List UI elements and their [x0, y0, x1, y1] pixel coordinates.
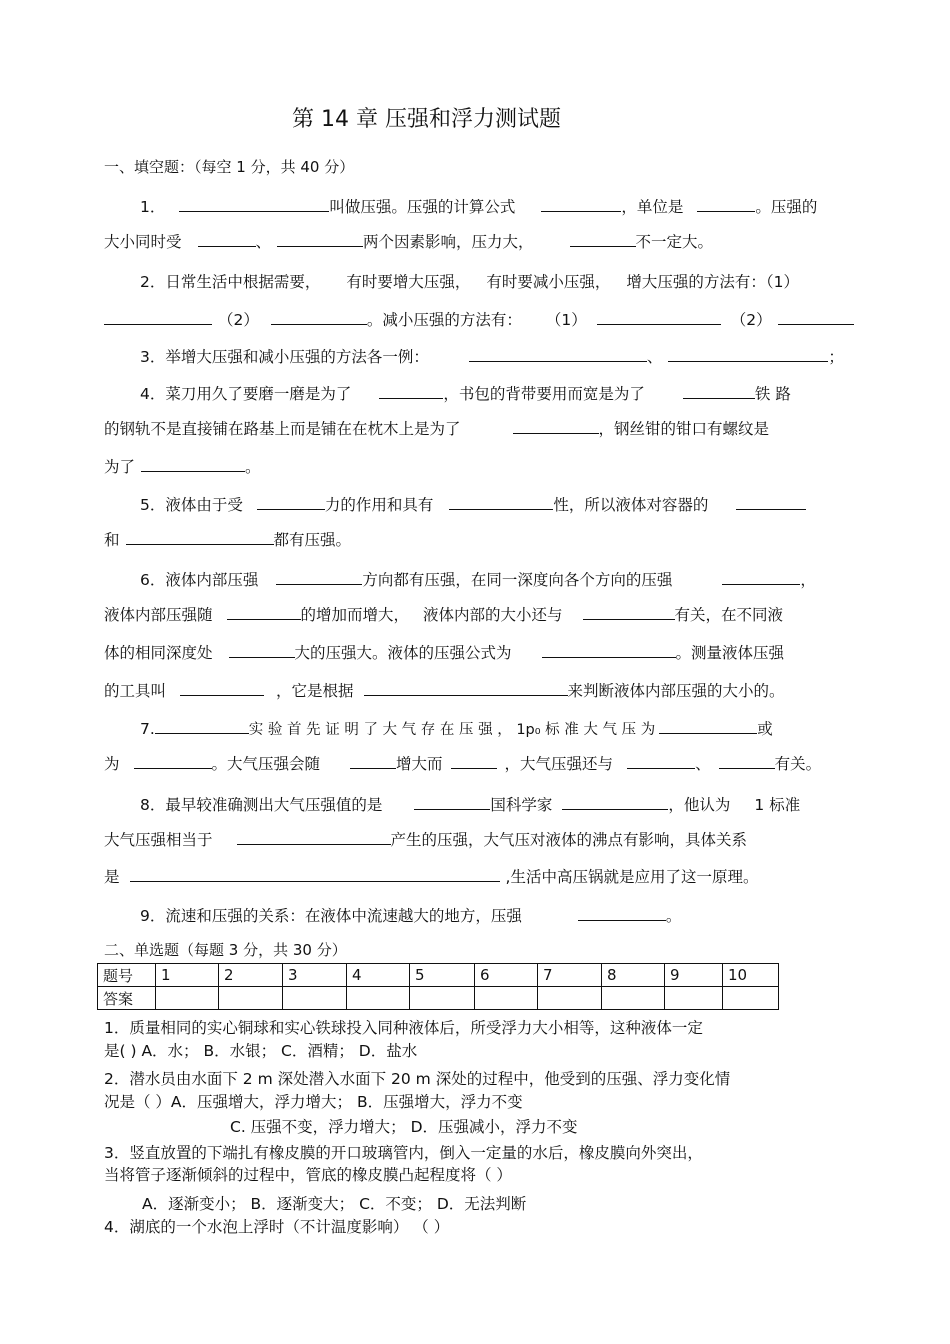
q6-text: 6．液体内部压强 [140, 571, 259, 589]
q5-text: 5．液体由于受 [140, 496, 243, 514]
q4-line1 [140, 383, 791, 404]
q2-line1 [140, 272, 799, 292]
answer-table [97, 963, 779, 1010]
q4-text: 4．菜刀用久了要磨一磨是为了 [140, 385, 352, 403]
q7-text: 为 [104, 755, 120, 773]
q1-text: 叫做压强。压强的计算公式 [329, 198, 516, 216]
q7-text: 增大而 [396, 755, 443, 773]
answer-blank[interactable] [414, 794, 490, 810]
table-row [98, 964, 779, 987]
q2-text: 2．日常生活中根据需要， [140, 273, 321, 291]
answer-blank[interactable] [271, 309, 367, 325]
q7-text: 、 [695, 755, 711, 773]
q1-text: 两个因素影响，压力大， [363, 233, 534, 251]
answer-blank[interactable] [180, 680, 264, 696]
q4-text: 铁 路 [754, 385, 791, 403]
q6-text: 方向都有压强，在同一深度向各个方向的压强 [362, 571, 673, 589]
answer-blank[interactable] [583, 604, 675, 620]
q3-text: 3．举增大压强和减小压强的方法各一例： [140, 348, 429, 366]
q2-text: （2） [218, 311, 259, 329]
q2-text: 增大压强的方法有：（1） [626, 273, 800, 291]
answer-cell[interactable] [410, 987, 475, 1010]
answer-blank[interactable] [683, 383, 755, 399]
q2-line2 [104, 309, 854, 330]
q9-text: 。 [665, 907, 682, 925]
q2-text: （2） [730, 311, 772, 329]
answer-blank[interactable] [451, 753, 497, 769]
q7-text: 7. [140, 720, 155, 738]
answer-blank[interactable] [227, 604, 301, 620]
q6-line1 [140, 569, 816, 590]
answer-blank[interactable] [570, 231, 636, 247]
q6-text: 。测量液体压强 [675, 644, 785, 662]
q2-text: 有时要增大压强， [346, 273, 471, 291]
q8-text: 是 [104, 868, 120, 886]
answer-cell[interactable] [665, 987, 723, 1010]
q1-text: ，单位是 [621, 198, 684, 216]
q5-line2 [104, 529, 351, 550]
answer-cell[interactable] [723, 987, 779, 1010]
answer-blank[interactable] [578, 905, 666, 921]
q9-text: 9．流速和压强的关系：在液体中流速越大的地方，压强 [140, 907, 522, 925]
q8-text: ,生活中高压锅就是应用了这一原理。 [505, 868, 759, 886]
mcq3-line1: 3．竖直放置的下端扎有橡皮膜的开口玻璃管内，倒入一定量的水后，橡皮膜向外突出， [104, 1144, 703, 1162]
q4-text: 。 [245, 458, 261, 476]
q7-line1 [140, 718, 773, 740]
page-title: 第 14 章 压强和浮力测试题 [292, 107, 561, 132]
answer-cell[interactable] [283, 987, 347, 1010]
q4-text: ，钢丝钳的钳口有螺纹是 [598, 420, 770, 438]
q2-text: 。减小压强的方法有： [366, 311, 522, 329]
q8-text: 8．最早较准确测出大气压强值的是 [140, 796, 383, 814]
q5-text: 都有压强。 [273, 531, 352, 549]
table-row [98, 987, 779, 1010]
answer-blank[interactable] [277, 231, 363, 247]
q3-line1 [140, 346, 844, 367]
q6-text: 液体内部压强随 [104, 606, 213, 624]
q8-line1 [140, 794, 800, 815]
q5-text: 性，所以液体对容器的 [553, 496, 709, 514]
q1-text: 。压强的 [755, 198, 818, 216]
table-cell: 2 [219, 964, 283, 987]
table-row-label: 题号 [98, 964, 156, 987]
q6-text: 大的压强大。液体的压强公式为 [294, 644, 512, 662]
table-cell: 1 [156, 964, 219, 987]
q6-text: 来判断液体内部压强的大小的。 [567, 682, 785, 700]
q2-text: 有时要减小压强， [486, 273, 611, 291]
section2-heading: 二、单选题（每题 3 分，共 30 分） [104, 941, 347, 959]
q8-text: 大气压强相当于 [104, 831, 213, 849]
mcq2-line2: 况是（ ）A．压强增大，浮力增大； B．压强增大，浮力不变 [104, 1093, 523, 1111]
answer-blank[interactable] [276, 569, 362, 585]
q7-text: 。大气压强会随 [211, 755, 321, 773]
q7-text: ，大气压强还与 [504, 755, 614, 773]
answer-blank[interactable] [379, 383, 443, 399]
q5-text: 力的作用和具有 [324, 496, 434, 514]
q4-line3 [104, 456, 261, 477]
table-cell: 7 [538, 964, 602, 987]
answer-blank[interactable] [141, 456, 245, 472]
answer-blank[interactable] [229, 642, 295, 658]
q8-text: ，他认为 [668, 796, 731, 814]
q1-line2 [104, 231, 713, 252]
answer-cell[interactable] [538, 987, 602, 1010]
q6-text: 有关，在不同液 [674, 606, 784, 624]
answer-blank[interactable] [597, 309, 721, 325]
q7-text: 有关。 [774, 755, 822, 773]
answer-blank[interactable] [179, 196, 329, 212]
mcq3-line3: A．逐渐变小； B．逐渐变大； C．不变； D．无法判断 [142, 1195, 527, 1213]
answer-blank[interactable] [350, 753, 396, 769]
q6-text: ， [800, 571, 816, 589]
q6-text: ，它是根据 [276, 682, 354, 700]
q4-text: ，书包的背带要用而宽是为了 [443, 385, 645, 403]
q4-text: 的钢轨不是直接铺在路基上而是铺在在枕木上是为了 [104, 420, 461, 438]
answer-blank[interactable] [449, 494, 553, 510]
table-cell: 4 [347, 964, 410, 987]
table-cell: 6 [475, 964, 538, 987]
mcq1-line2: 是( ) A．水； B．水银； C．酒精； D．盐水 [104, 1042, 418, 1060]
q6-text: 体的相同深度处 [104, 644, 213, 662]
answer-blank[interactable] [513, 418, 599, 434]
q8-line3 [104, 866, 758, 887]
answer-blank[interactable] [364, 680, 568, 696]
answer-blank[interactable] [130, 866, 500, 882]
q8-text: 1 标准 [754, 796, 801, 814]
answer-blank[interactable] [562, 794, 668, 810]
answer-blank[interactable] [778, 309, 854, 325]
q5-line1 [140, 494, 806, 515]
q6-text: 的工具叫 [104, 682, 167, 700]
q2-text: （1） [545, 311, 587, 329]
answer-blank[interactable] [736, 494, 806, 510]
answer-blank[interactable] [257, 494, 325, 510]
mcq1-line1: 1．质量相同的实心铜球和实心铁球投入同种液体后，所受浮力大小相等，这种液体一定 [104, 1019, 703, 1037]
q7-text: 实 验 首 先 证 明 了 大 气 存 在 压 强 ， 1p₀ 标 准 大 气 压 为 [248, 722, 656, 738]
q8-text: 产生的压强，大气压对液体的沸点有影响，具体关系 [390, 831, 748, 849]
q1-text: 大小同时受 [104, 233, 182, 251]
q4-line2 [104, 418, 769, 439]
q8-line2 [104, 829, 747, 850]
answer-blank[interactable] [697, 196, 755, 212]
answer-blank[interactable] [668, 346, 828, 362]
answer-blank[interactable] [469, 346, 647, 362]
table-cell: 8 [602, 964, 665, 987]
table-cell: 10 [723, 964, 779, 987]
answer-cell[interactable] [156, 987, 219, 1010]
mcq2-line3: C. 压强不变，浮力增大； D．压强减小，浮力不变 [230, 1118, 578, 1136]
table-row-label: 答案 [98, 987, 156, 1010]
answer-blank[interactable] [627, 753, 695, 769]
q1-line1 [140, 196, 817, 217]
q6-text: 液体内部的大小还与 [423, 606, 563, 624]
answer-blank[interactable] [198, 231, 256, 247]
answer-blank[interactable] [134, 753, 212, 769]
q6-text: 的增加而增大， [300, 606, 410, 624]
table-cell: 5 [410, 964, 475, 987]
q1-text: 、 [255, 233, 272, 251]
answer-blank[interactable] [659, 718, 757, 734]
q3-text: 、 [646, 348, 663, 366]
answer-blank[interactable] [542, 642, 676, 658]
table-cell: 3 [283, 964, 347, 987]
answer-cell[interactable] [219, 987, 283, 1010]
q1-text: 不一定大。 [635, 233, 714, 251]
answer-cell[interactable] [602, 987, 665, 1010]
q6-line2 [104, 604, 783, 625]
q7-text: 或 [757, 720, 773, 738]
answer-blank[interactable] [104, 309, 212, 325]
q6-line4 [104, 680, 785, 701]
answer-blank[interactable] [541, 196, 621, 212]
q7-line2 [104, 753, 821, 774]
mcq4-line1: 4．湖底的一个水泡上浮时（不计温度影响） （ ） [104, 1218, 450, 1236]
answer-blank[interactable] [237, 829, 391, 845]
q5-text: 和 [104, 531, 120, 549]
q8-text: 国科学家 [490, 796, 553, 814]
q6-line3 [104, 642, 784, 663]
q4-text: 为了 [104, 458, 136, 476]
answer-cell[interactable] [475, 987, 538, 1010]
mcq2-line1: 2．潜水员由水面下 2 m 深处潜入水面下 20 m 深处的过程中，他受到的压强、浮力变化情 [104, 1070, 731, 1088]
mcq3-line2: 当将管子逐渐倾斜的过程中，管底的橡皮膜凸起程度将（ ） [104, 1166, 512, 1184]
q3-text: ； [828, 348, 844, 366]
answer-blank[interactable] [722, 569, 800, 585]
q9-line1 [140, 905, 681, 926]
answer-cell[interactable] [347, 987, 410, 1010]
q1-num: 1． [140, 198, 166, 216]
answer-blank[interactable] [126, 529, 274, 545]
table-cell: 9 [665, 964, 723, 987]
section1-heading: 一、填空题：（每空 1 分，共 40 分） [104, 158, 355, 176]
answer-blank[interactable] [719, 753, 775, 769]
answer-blank[interactable] [155, 718, 249, 734]
